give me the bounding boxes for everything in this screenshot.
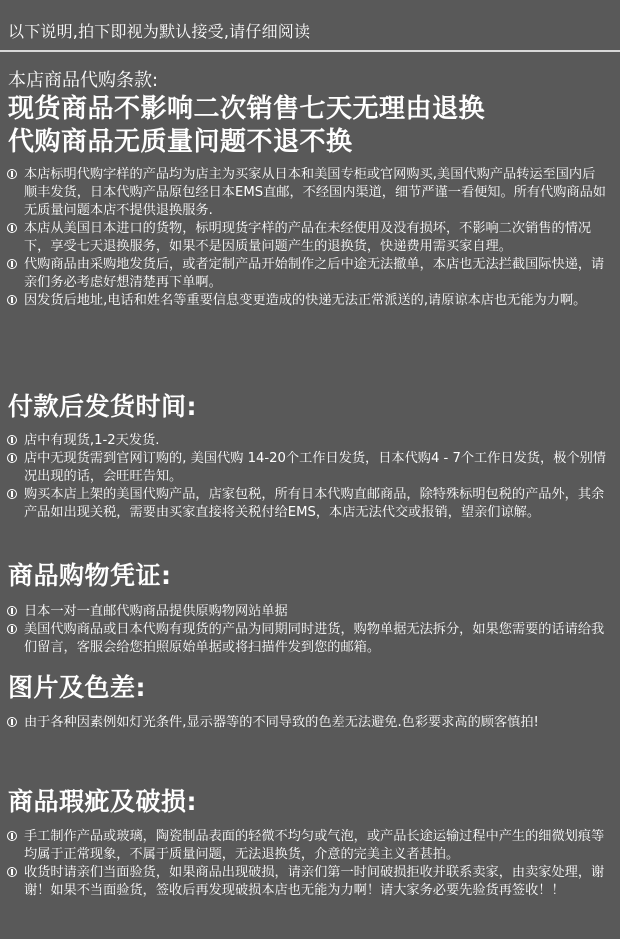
voucher-title: 商品购物凭证:	[8, 561, 172, 590]
voucher-list	[6, 603, 606, 657]
notice-banner: 以下说明,拍下即视为默认接受,请仔细阅读	[8, 22, 311, 41]
list-item	[6, 603, 606, 621]
list-item-text: 购买本店上架的美国代购产品，店家包税，所有日本代购直邮商品，除特殊标明包税的产品外，其余产品如出现关税，需要由买家直接将关税付给EMS，本店无法代交或报销，望亲们谅解。	[24, 487, 605, 520]
list-item-text: 美国代购商品或日本代购有现货的产品为同期同时进货，购物单据无法拆分，如果您需要的话请给我们留言，客服会给您拍照原始单据或将扫描件发到您的邮箱。	[24, 622, 605, 655]
list-item	[6, 256, 606, 292]
color-list	[6, 714, 606, 732]
list-item	[6, 864, 606, 900]
power-bullet-icon	[7, 295, 17, 305]
list-item	[6, 166, 606, 220]
power-bullet-icon	[7, 606, 17, 616]
defect-title: 商品瑕疵及破损:	[8, 787, 197, 816]
list-item	[6, 828, 606, 864]
list-item-text: 代购商品由采购地发货后，或者定制产品开始制作之后中途无法撤单，本店也无法拦截国际快递，请亲们务必考虑好想清楚再下单啊。	[24, 257, 605, 290]
terms-heading: 本店商品代购条款:	[8, 70, 159, 91]
power-bullet-icon	[7, 453, 17, 463]
list-item-text: 本店从美国日本进口的货物，标明现货字样的产品在未经使用及没有损坏，不影响二次销售的情况下，享受七天退换服务，如果不是因质量问题产生的退换货，快递费用需买家自理。	[24, 221, 592, 254]
list-item	[6, 450, 606, 486]
list-item	[6, 292, 606, 310]
terms-proxy-policy: 代购商品无质量问题不退不换	[8, 127, 353, 157]
list-item	[6, 621, 606, 657]
list-item-text: 店中有现货,1-2天发货.	[24, 433, 160, 448]
list-item	[6, 432, 606, 450]
list-item-text: 因发货后地址,电话和姓名等重要信息变更造成的快递无法正常派送的,请原谅本店也无能为力啊。	[24, 293, 587, 308]
power-bullet-icon	[7, 867, 17, 877]
notice-divider	[0, 50, 620, 52]
list-item	[6, 220, 606, 256]
list-item-text: 本店标明代购字样的产品均为店主为买家从日本和美国专柜或官网购买,美国代购产品转运至国内后顺丰发货，日本代购产品原包经日本EMS直邮，不经国内渠道，细节严谨一看便知。所有代购商品如无质量问题本店不提供退换服务.	[24, 167, 606, 218]
terms-return-policy: 现货商品不影响二次销售七天无理由退换	[8, 94, 486, 124]
power-bullet-icon	[7, 489, 17, 499]
list-item-text: 日本一对一直邮代购商品提供原购物网站单据	[24, 604, 288, 619]
color-title: 图片及色差:	[8, 673, 146, 702]
power-bullet-icon	[7, 169, 17, 179]
list-item	[6, 714, 606, 732]
list-item-text: 店中无现货需到官网订购的, 美国代购 14-20个工作日发货，日本代购4 - 7个工作日发货，极个别情况出现的话，会旺旺告知。	[24, 451, 606, 484]
terms-list	[6, 166, 606, 310]
delivery-list	[6, 432, 606, 522]
list-item-text: 由于各种因素例如灯光条件,显示器等的不同导致的色差无法避免.色彩要求高的顾客慎拍!	[24, 715, 539, 730]
delivery-title: 付款后发货时间:	[8, 392, 197, 421]
power-bullet-icon	[7, 624, 17, 634]
power-bullet-icon	[7, 259, 17, 269]
list-item-text: 收货时请亲们当面验货，如果商品出现破损，请亲们第一时间破损拒收并联系卖家，由卖家处理，谢谢！如果不当面验货，签收后再发现破损本店也无能为力啊！请大家务必要先验货再签收！！	[24, 865, 605, 898]
power-bullet-icon	[7, 717, 17, 727]
power-bullet-icon	[7, 223, 17, 233]
power-bullet-icon	[7, 435, 17, 445]
power-bullet-icon	[7, 831, 17, 841]
list-item	[6, 486, 606, 522]
defect-list	[6, 828, 606, 900]
list-item-text: 手工制作产品或玻璃，陶瓷制品表面的轻微不均匀或气泡，或产品长途运输过程中产生的细微划痕等均属于正常现象，不属于质量问题，无法退换货，介意的完美主义者甚拍。	[24, 829, 605, 862]
